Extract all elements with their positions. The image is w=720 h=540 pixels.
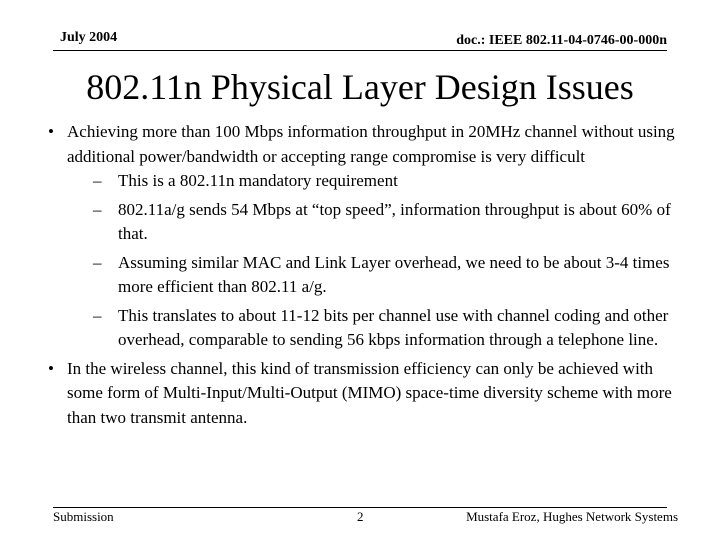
sub-bullet-2-text: 802.11a/g sends 54 Mbps at “top speed”, information throughput is about 60% of that. [118,199,671,243]
slide-title: 802.11n Physical Layer Design Issues [86,67,634,107]
dash-icon: – [93,199,102,219]
header-doc-id: doc.: IEEE 802.11-04-0746-00-000n [456,33,667,48]
header-rule [53,50,667,51]
sub-bullet-3 [93,251,688,300]
bullet-2 [48,357,688,431]
footer-rule [53,507,667,508]
sub-bullet-4 [93,304,688,353]
header-date: July 2004 [60,30,118,45]
dash-icon: – [93,171,102,190]
bullet-1 [48,120,688,169]
footer-submission: Submission [53,509,114,524]
sub-bullet-1 [93,169,688,194]
slide-body [48,120,688,430]
dash-icon: – [93,252,102,272]
sub-bullet-4-text: This translates to about 11-12 bits per channel use with channel coding and other overhead, comparable to sending 56 kbps information through a telephone line. [118,305,669,349]
bullet-2-text: In the wireless channel, this kind of transmission efficiency can only be achieved with some form of Multi-Input/Multi-Output (MIMO) space-time diversity scheme with more than two transmit antenna. [67,358,672,427]
sub-bullet-2 [93,198,688,247]
footer-author: Mustafa Eroz, Hughes Network Systems [466,509,678,524]
footer-page-number: 2 [357,509,364,524]
bullet-1-text: Achieving more than 100 Mbps information throughput in 20MHz channel without using additional power/bandwidth or accepting range compromise is very difficult [67,122,675,166]
sub-bullet-1-text: This is a 802.11n mandatory requirement [118,171,398,190]
bullet-dot-icon: • [48,358,54,378]
dash-icon: – [93,305,102,325]
sub-bullet-3-text: Assuming similar MAC and Link Layer overhead, we need to be about 3-4 times more efficient than 802.11 a/g. [118,252,670,296]
bullet-dot-icon: • [48,122,54,141]
